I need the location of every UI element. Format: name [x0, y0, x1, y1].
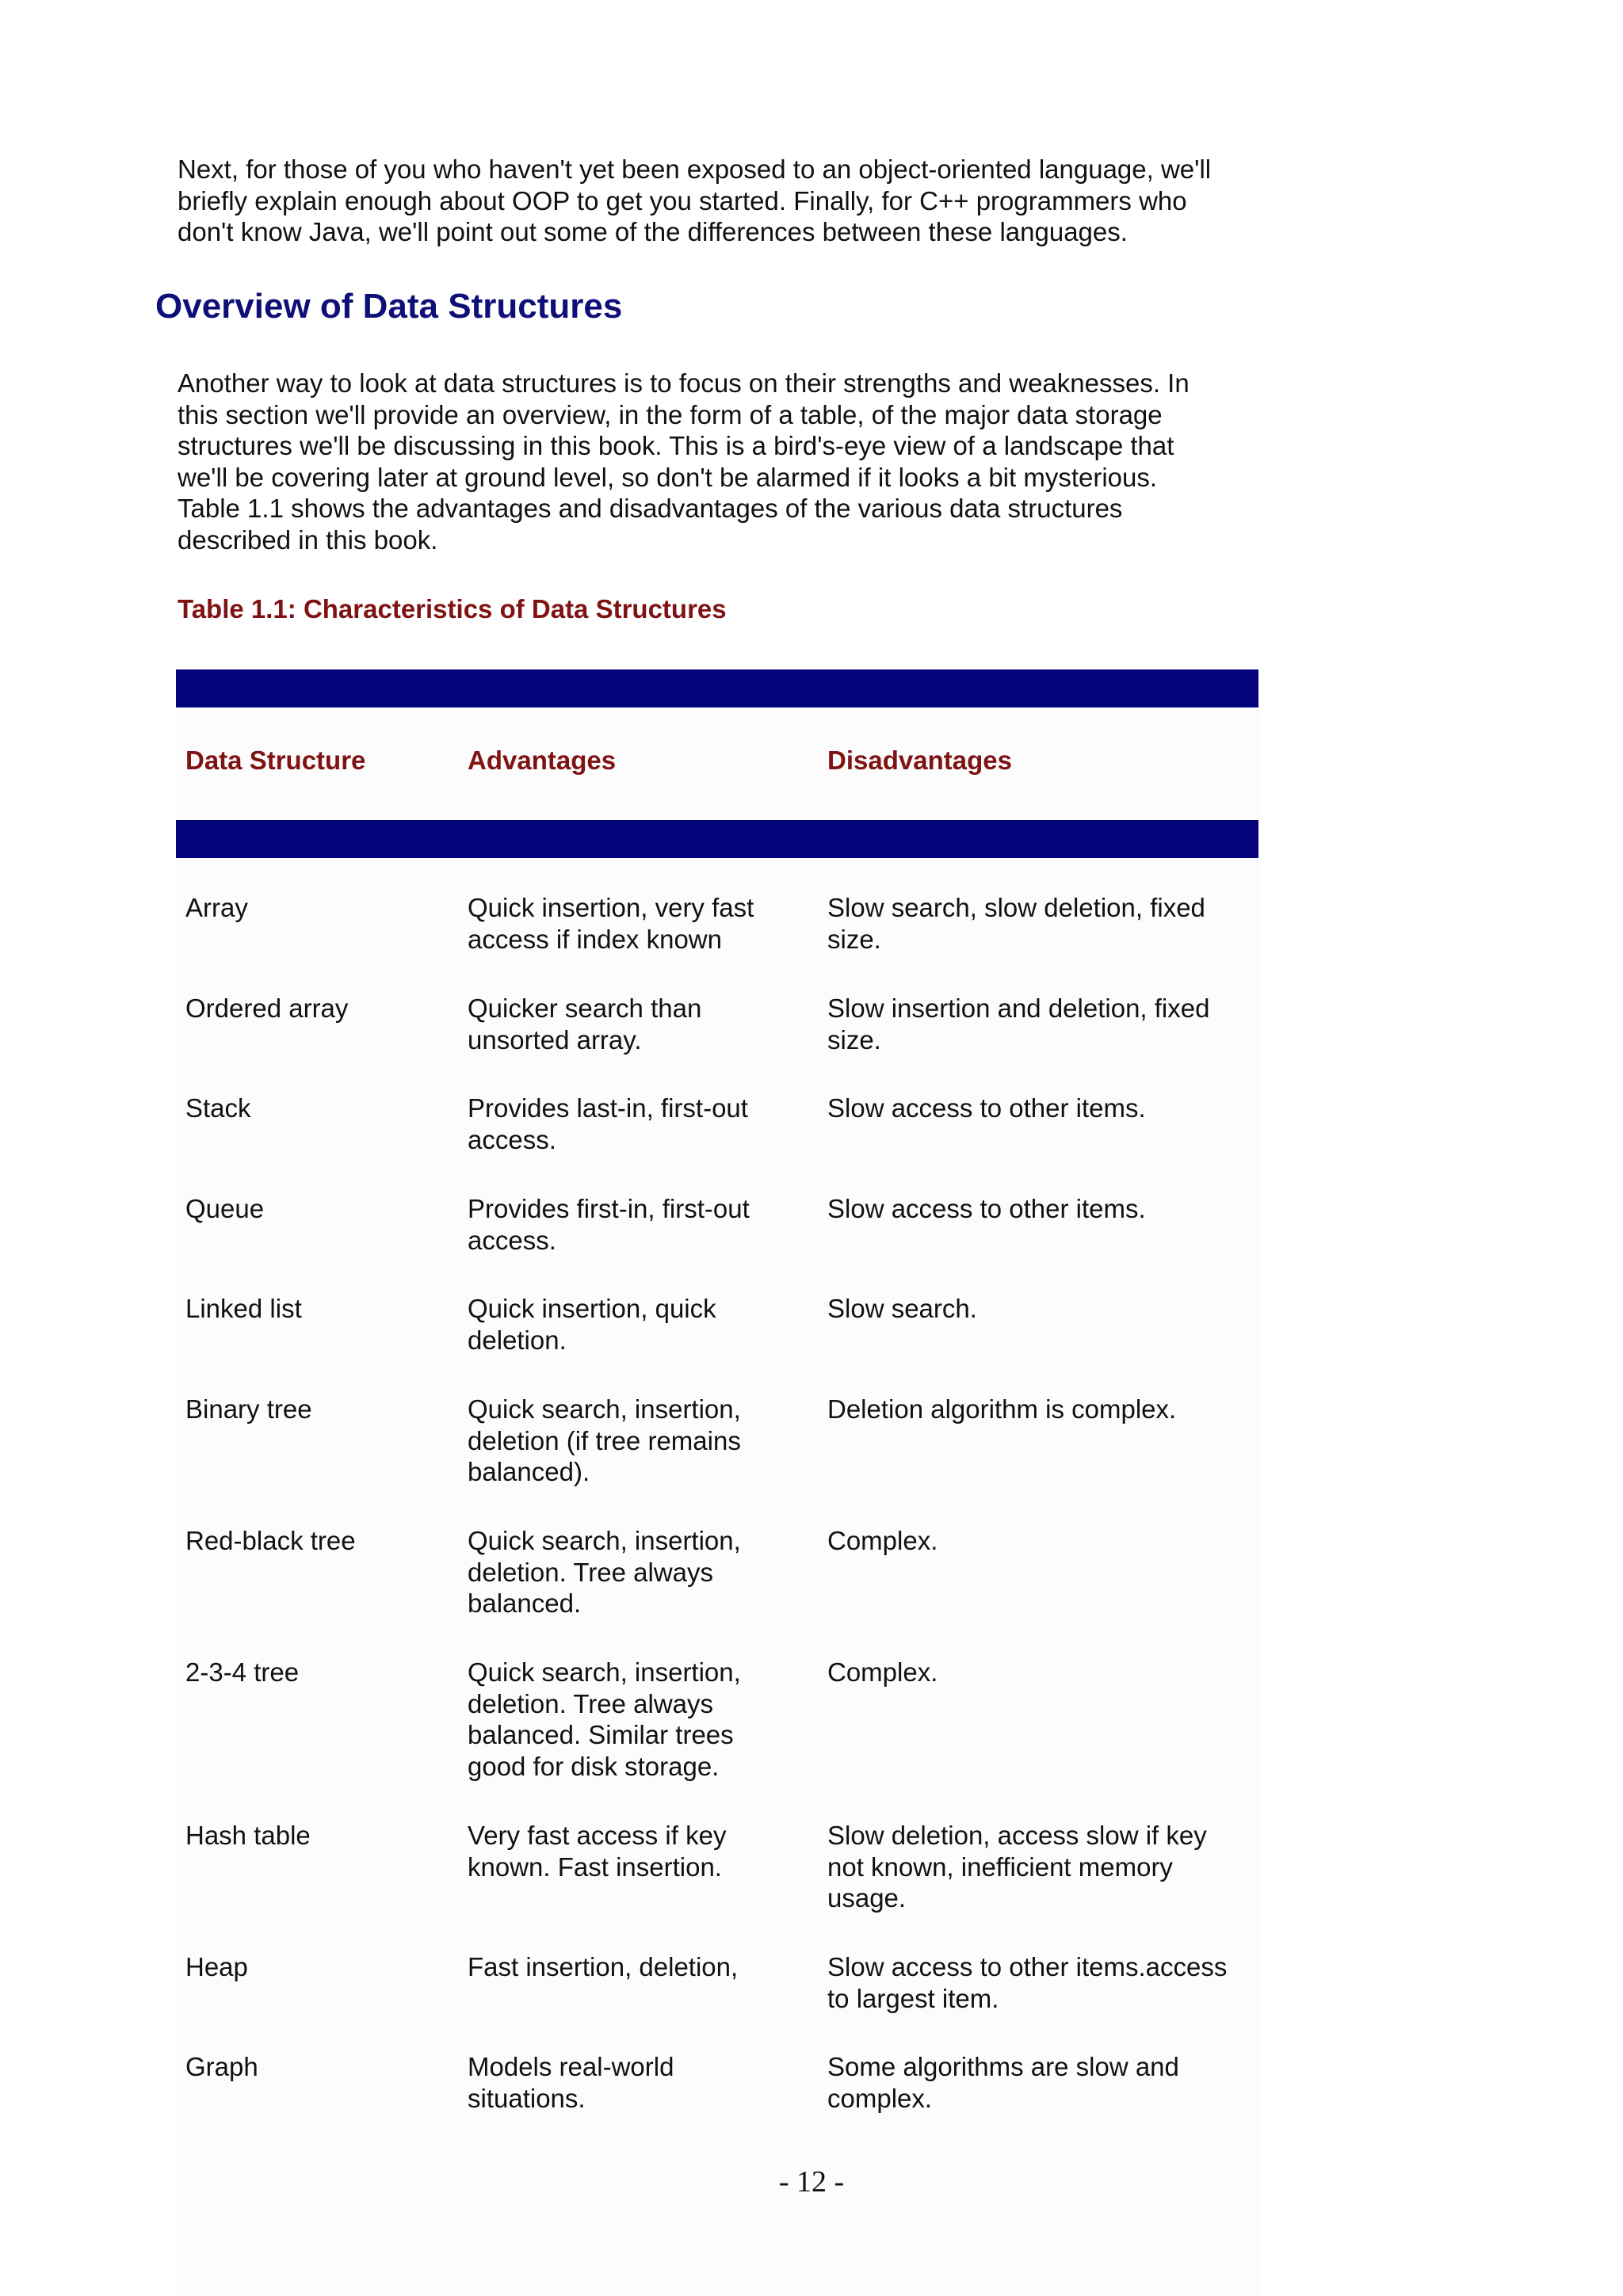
- table-cell-disadvantages: [827, 1193, 1255, 1225]
- table-cell-disadvantages: [827, 1525, 1255, 1557]
- table-caption: Table 1.1: Characteristics of Data Structures: [178, 594, 727, 624]
- cell-line: Fast insertion, deletion,: [468, 1952, 739, 1981]
- cell-line: Quick insertion, quick: [468, 1294, 716, 1323]
- intro-paragraph: [178, 154, 1287, 248]
- cell-line: Slow deletion, access slow if key: [827, 1821, 1207, 1850]
- table-cell-advantages: [468, 1525, 800, 1619]
- intro-line: briefly explain enough about OOP to get you started. Finally, for C++ programmers who: [178, 185, 1187, 215]
- table-cell-advantages: [468, 1951, 800, 1983]
- table-cell-disadvantages: [827, 1951, 1255, 2014]
- cell-line: balanced.: [468, 1589, 582, 1618]
- intro-line: Next, for those of you who haven't yet been exposed to an object-oriented language, we'll: [178, 154, 1212, 184]
- table-cell-structure: Stack: [185, 1093, 251, 1123]
- table-cell-structure: Linked list: [185, 1294, 302, 1323]
- header-disadvantages: Disadvantages: [827, 746, 1012, 775]
- section-heading: Overview of Data Structures: [155, 287, 623, 326]
- cell-line: access.: [468, 1225, 556, 1255]
- table-cell-structure: Queue: [185, 1194, 265, 1223]
- cell-line: deletion. Tree always: [468, 1688, 714, 1718]
- overview-line: described in this book.: [178, 524, 438, 555]
- table-cell-advantages: [468, 1193, 800, 1256]
- overview-line: Another way to look at data structures is to focus on their strengths and weaknesses. In: [178, 368, 1190, 398]
- cell-line: Slow access to other items.: [827, 1194, 1146, 1223]
- cell-line: to largest item.: [827, 1983, 999, 2013]
- cell-line: Slow access to other items.: [827, 1093, 1146, 1123]
- cell-line: Slow search, slow deletion, fixed: [827, 893, 1205, 922]
- table-cell-structure: Binary tree: [185, 1394, 312, 1424]
- table-cell-advantages: [468, 1293, 800, 1356]
- cell-line: Slow access to other items.access: [827, 1952, 1228, 1981]
- cell-line: unsorted array.: [468, 1024, 642, 1055]
- table-cell-disadvantages: [827, 1820, 1255, 1914]
- header-data-structure: Data Structure: [185, 746, 366, 775]
- cell-line: Quicker search than: [468, 994, 702, 1023]
- data-structures-table: [176, 669, 1258, 2296]
- cell-line: usage.: [827, 1883, 907, 1913]
- cell-line: Quick search, insertion,: [468, 1526, 741, 1555]
- cell-line: Complex.: [827, 1526, 938, 1555]
- cell-line: Provides last-in, first-out: [468, 1093, 748, 1123]
- cell-line: complex.: [827, 2083, 933, 2113]
- cell-line: good for disk storage.: [468, 1751, 720, 1781]
- table-top-bar: [176, 669, 1258, 707]
- cell-line: Some algorithms are slow and: [827, 2052, 1179, 2081]
- page-number: - 12 -: [778, 2165, 845, 2199]
- cell-line: Models real-world: [468, 2052, 674, 2081]
- overview-line: this section we'll provide an overview, in the form of a table, of the major data storage: [178, 399, 1163, 429]
- cell-line: size.: [827, 1024, 881, 1055]
- cell-line: access.: [468, 1124, 556, 1154]
- table-cell-advantages: [468, 993, 800, 1055]
- cell-line: Slow insertion and deletion, fixed: [827, 994, 1210, 1023]
- table-cell-disadvantages: [827, 1657, 1255, 1688]
- overview-line: Table 1.1 shows the advantages and disadvantages of the various data structures: [178, 494, 1123, 523]
- intro-line: don't know Java, we'll point out some of the differences between these languages.: [178, 217, 1128, 246]
- cell-line: Deletion algorithm is complex.: [827, 1394, 1177, 1424]
- table-cell-structure: Array: [185, 893, 248, 922]
- cell-line: deletion.: [468, 1325, 567, 1355]
- table-cell-disadvantages: [827, 892, 1255, 955]
- table-cell-structure: Ordered array: [185, 994, 349, 1023]
- overview-line: we'll be covering later at ground level, so don't be alarmed if it looks a bit mysterious.: [178, 462, 1158, 492]
- table-cell-advantages: [468, 1394, 800, 1488]
- table-cell-disadvantages: [827, 993, 1255, 1055]
- cell-line: deletion (if tree remains: [468, 1425, 741, 1455]
- table-cell-advantages: [468, 1657, 800, 1782]
- table-cell-structure: Graph: [185, 2052, 258, 2081]
- table-header-bar: [176, 820, 1258, 858]
- table-cell-structure: 2-3-4 tree: [185, 1657, 300, 1687]
- cell-line: not known, inefficient memory: [827, 1852, 1173, 1882]
- table-cell-structure: Heap: [185, 1952, 248, 1981]
- cell-line: deletion. Tree always: [468, 1557, 714, 1587]
- cell-line: balanced).: [468, 1457, 590, 1486]
- cell-line: Quick insertion, very fast: [468, 893, 754, 922]
- table-cell-disadvantages: [827, 1293, 1255, 1325]
- header-advantages: Advantages: [468, 746, 617, 775]
- table-cell-disadvantages: [827, 1394, 1255, 1425]
- cell-line: Slow search.: [827, 1294, 977, 1323]
- table-cell-disadvantages: [827, 1093, 1255, 1124]
- table-cell-structure: Hash table: [185, 1821, 311, 1850]
- cell-line: Very fast access if key: [468, 1821, 727, 1850]
- cell-line: Complex.: [827, 1657, 938, 1687]
- table-cell-advantages: [468, 1820, 800, 1882]
- overview-line: structures we'll be discussing in this book. This is a bird's-eye view of a landscape that: [178, 431, 1174, 460]
- table-cell-structure: Red-black tree: [185, 1526, 356, 1555]
- cell-line: access if index known: [468, 924, 722, 954]
- cell-line: situations.: [468, 2083, 586, 2113]
- table-cell-advantages: [468, 2051, 800, 2114]
- table-cell-disadvantages: [827, 2051, 1255, 2114]
- table-cell-advantages: [468, 1093, 800, 1155]
- overview-paragraph: [178, 368, 1287, 555]
- cell-line: Provides first-in, first-out: [468, 1194, 750, 1223]
- cell-line: balanced. Similar trees: [468, 1720, 734, 1749]
- table-cell-advantages: [468, 892, 800, 955]
- cell-line: Quick search, insertion,: [468, 1657, 741, 1687]
- cell-line: Quick search, insertion,: [468, 1394, 741, 1424]
- cell-line: size.: [827, 924, 881, 954]
- cell-line: known. Fast insertion.: [468, 1852, 722, 1882]
